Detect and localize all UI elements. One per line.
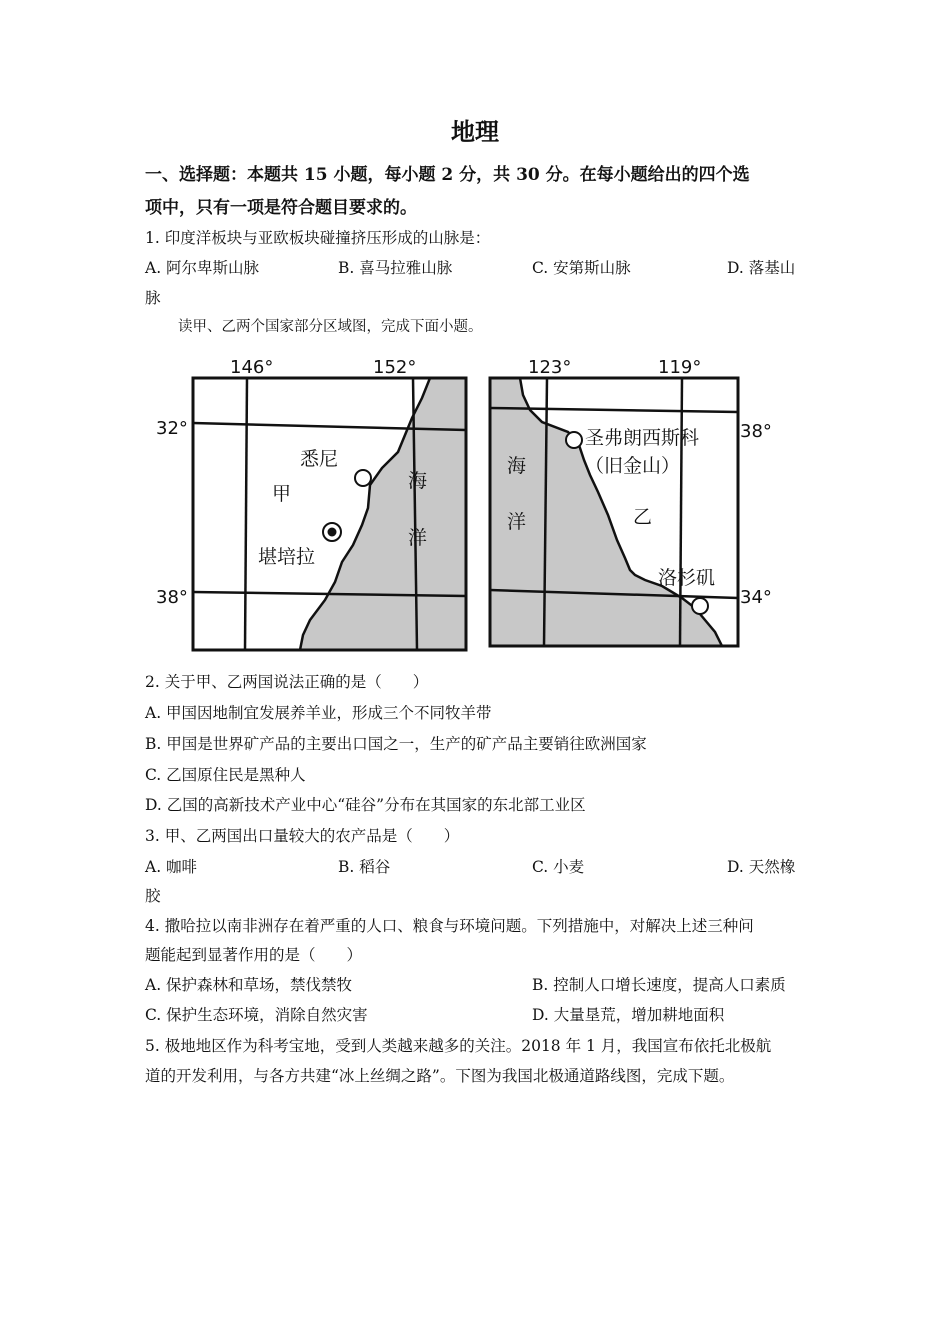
los-angeles-marker [692,598,708,614]
question-2-option-b: B. 甲国是世界矿产品的主要出口国之一，生产的矿产品主要销往欧洲国家 [145,735,647,753]
question-2-option-a: A. 甲国因地制宜发展养羊业，形成三个不同牧羊带 [145,704,492,722]
map-right [490,357,772,646]
map-right-country-yi: 乙 [633,506,653,528]
map-right-city-san-francisco: 圣弗朗西斯科 [585,427,700,449]
question-1-option-b: B. 喜马拉雅山脉 [338,259,453,277]
question-4-option-b: B. 控制人口增长速度，提高人口素质 [532,976,786,994]
map-right-lat-38: 38° [740,421,772,442]
map-left-city-canberra: 堪培拉 [258,546,316,568]
question-1-option-d: D. 落基山 [727,259,796,277]
map-right-lon-123: 123° [528,357,572,378]
question-3-option-c: C. 小麦 [532,858,585,876]
map-left-lat-32: 32° [156,418,188,439]
question-3-option-b: B. 稻谷 [338,858,391,876]
map-left-lon-152: 152° [373,357,417,378]
map-left-country-jia: 甲 [272,483,292,505]
map-right-city-san-francisco-alt: （旧金山） [585,455,681,477]
map-right-sea-char2: 洋 [507,511,527,533]
map-left-sea-char1: 海 [408,470,428,492]
map-left-lon-146: 146° [230,357,274,378]
sydney-marker [355,470,371,486]
region-maps-figure [150,350,790,656]
question-1-stem: 1. 印度洋板块与亚欧板块碰撞挤压形成的山脉是： [145,229,491,247]
map-right-lat-34: 34° [740,587,772,608]
question-4-option-c: C. 保护生态环境，消除自然灾害 [145,1006,368,1024]
question-5-stem-line1: 5. 极地地区作为科考宝地，受到人类越来越多的关注。2018 年 1 月，我国宣布依托北极航 [145,1037,772,1055]
map-right-sea-char1: 海 [507,455,527,477]
map-left-lat-38: 38° [156,587,188,608]
question-1-option-a: A. 阿尔卑斯山脉 [145,259,260,277]
map-right-lon-119: 119° [658,357,702,378]
question-1-option-c: C. 安第斯山脉 [532,259,631,277]
question-2-stem: 2. 关于甲、乙两国说法正确的是（ ） [145,673,429,691]
map-intro: 读甲、乙两个国家部分区域图，完成下面小题。 [178,319,483,335]
page-title: 地理 [451,117,499,146]
section-heading-line2: 项中，只有一项是符合题目要求的。 [145,198,417,218]
map-left-sea-char2: 洋 [408,527,428,549]
question-2-option-c: C. 乙国原住民是黑种人 [145,766,306,784]
section-heading-line1: 一、选择题：本题共 15 小题，每小题 2 分，共 30 分。在每小题给出的四个选 [145,165,750,185]
map-left [156,357,466,650]
map-right-city-los-angeles: 洛杉矶 [658,567,716,589]
question-5-stem-line2: 道的开发利用，与各方共建“冰上丝绸之路”。下图为我国北极通道路线图，完成下题。 [145,1067,735,1085]
map-left-city-sydney: 悉尼 [300,448,339,470]
san-francisco-marker [566,432,582,448]
question-4-stem-line1: 4. 撒哈拉以南非洲存在着严重的人口、粮食与环境问题。下列措施中，对解决上述三种问 [145,917,754,935]
question-4-option-d: D. 大量垦荒，增加耕地面积 [532,1006,725,1024]
question-1-option-d-continued: 脉 [145,289,161,307]
question-3-option-d-continued: 胶 [145,887,161,905]
question-3-stem: 3. 甲、乙两国出口量较大的农产品是（ ） [145,827,460,845]
question-3-option-d: D. 天然橡 [727,858,796,876]
question-4-stem-line2: 题能起到显著作用的是（ ） [145,946,363,964]
question-2-option-d: D. 乙国的高新技术产业中心“硅谷”分布在其国家的东北部工业区 [145,796,586,814]
question-3-option-a: A. 咖啡 [145,858,198,876]
question-4-option-a: A. 保护森林和草场，禁伐禁牧 [145,976,353,994]
